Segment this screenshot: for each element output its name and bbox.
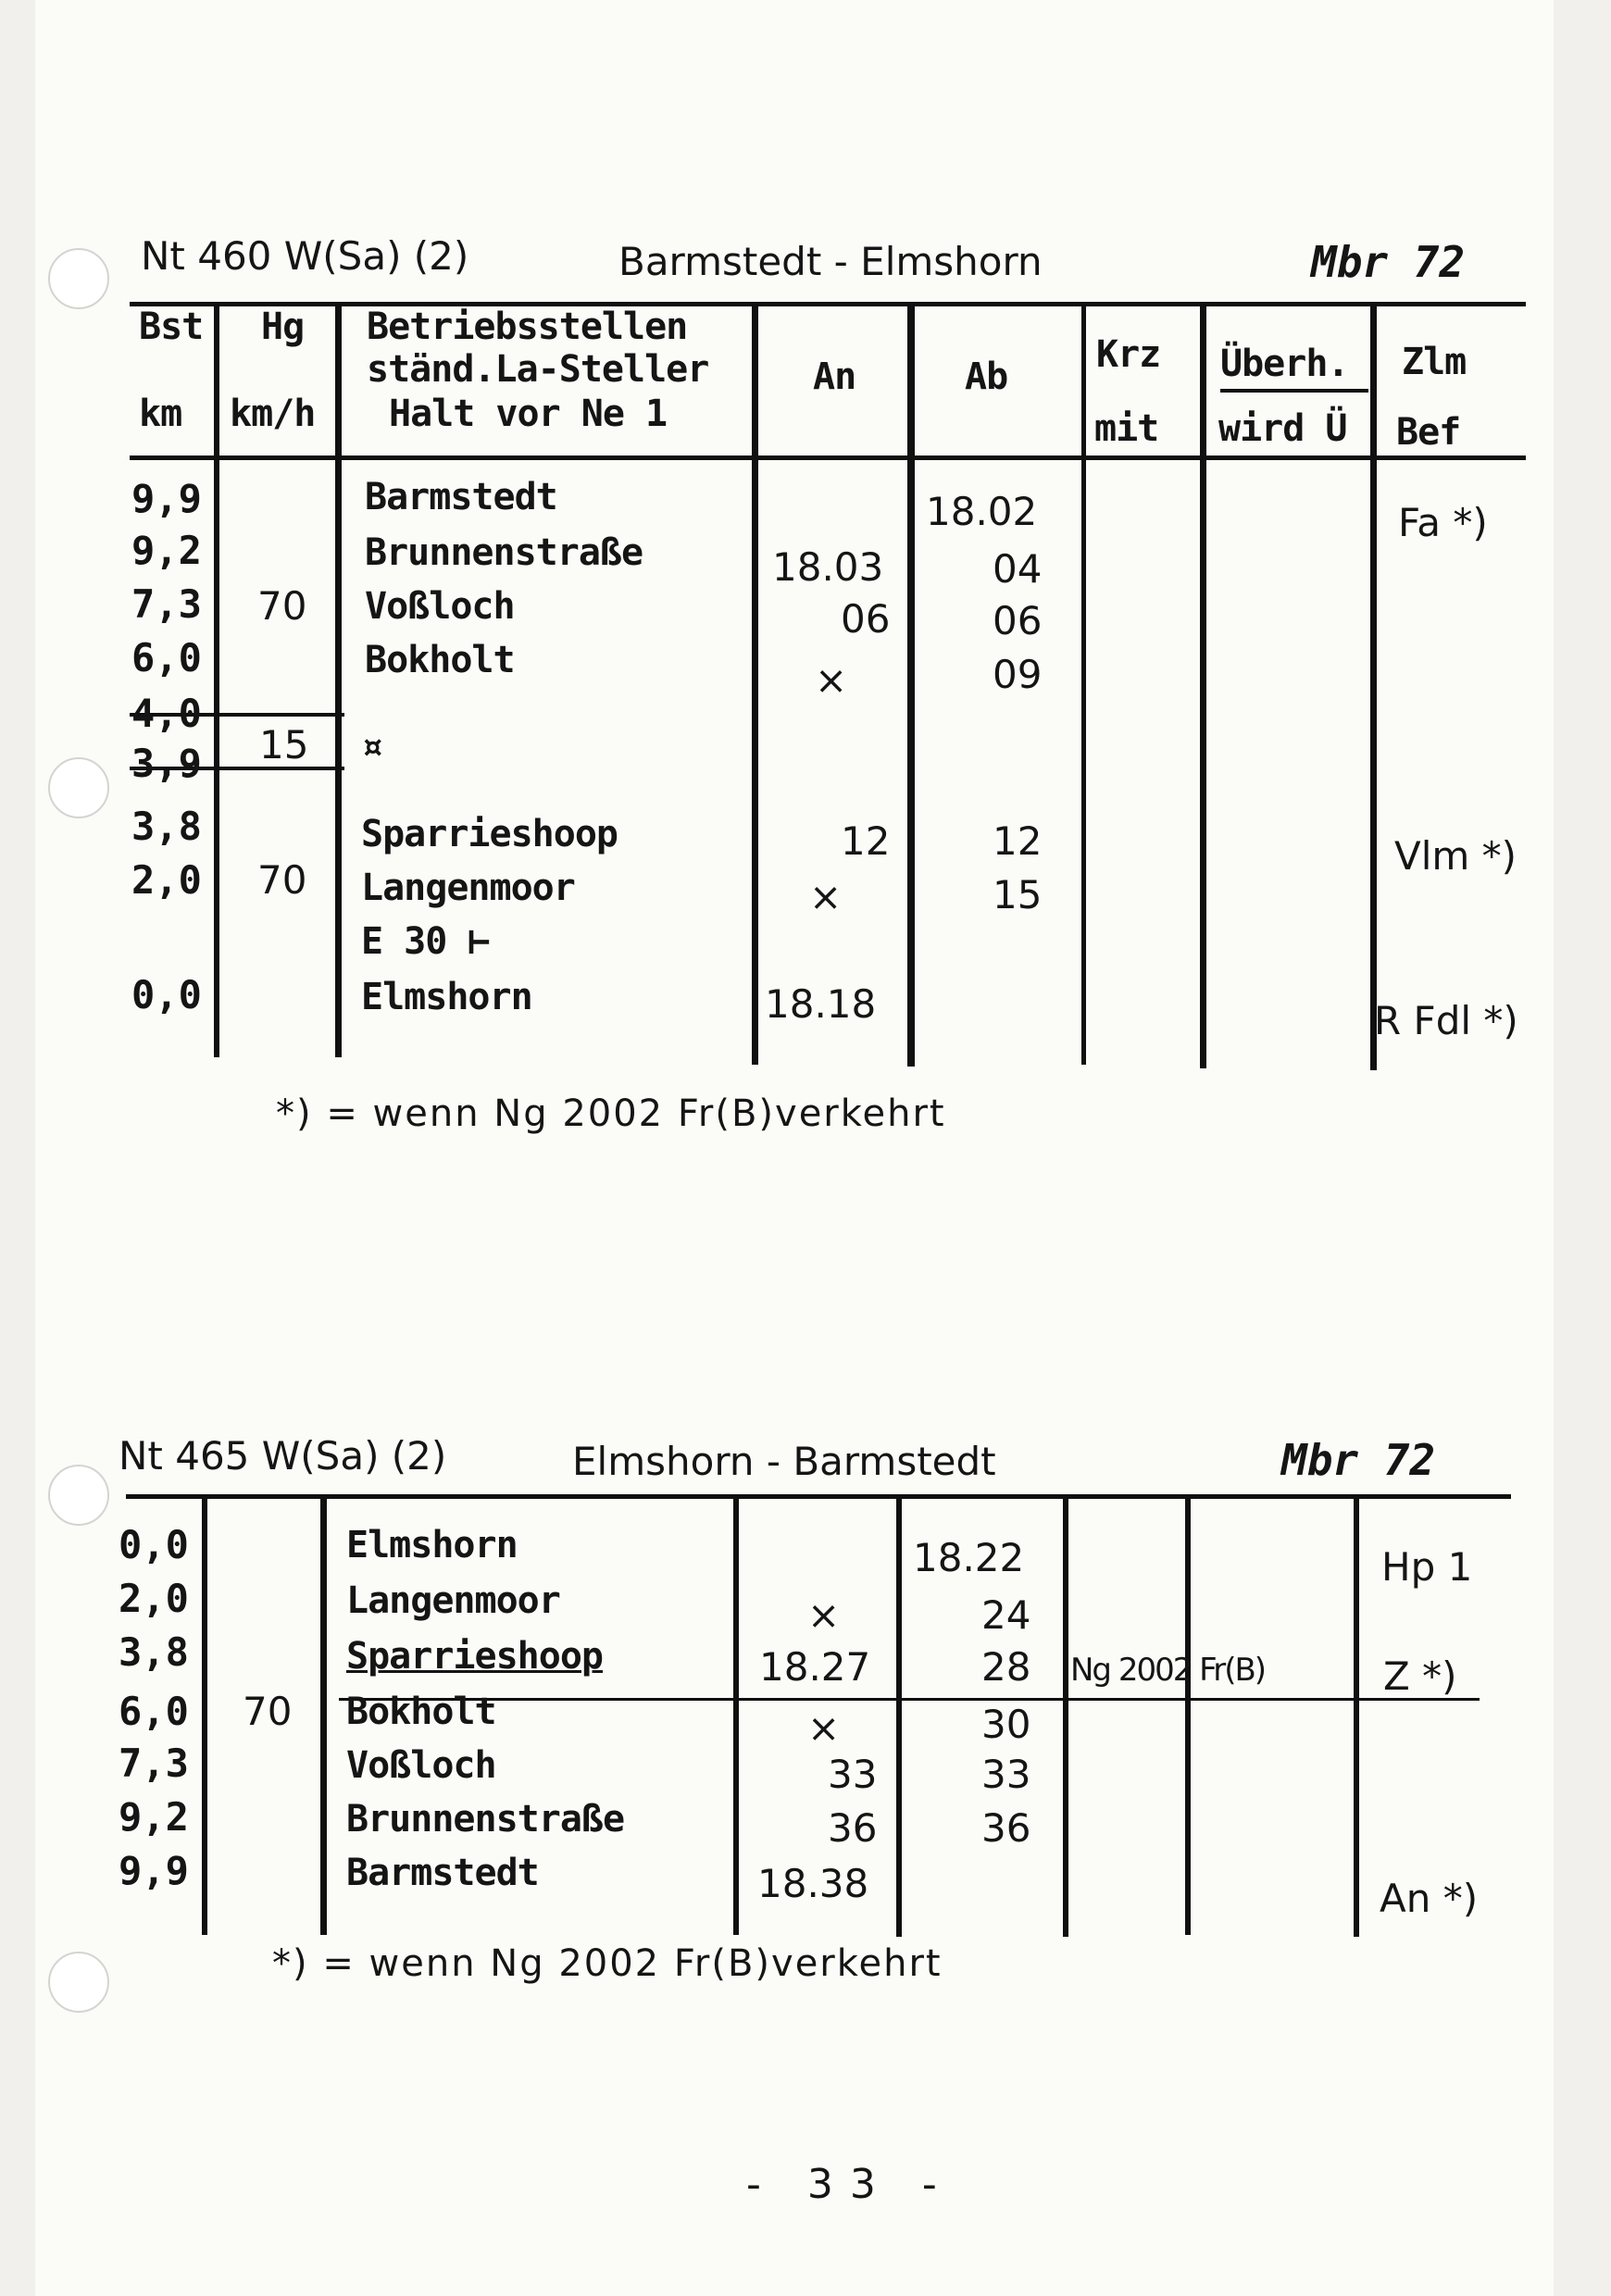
header-betrieb-3: Halt vor Ne 1 [389, 393, 668, 435]
km-value: 0,0 [119, 1522, 189, 1567]
zlm-note: Vlm *) [1394, 833, 1517, 879]
arrival-time: 18.38 [757, 1861, 869, 1906]
arrival-time: 33 [828, 1752, 878, 1797]
km-value: 3,9 [131, 741, 202, 786]
station-name: Elmshorn [346, 1524, 518, 1566]
train-number: Nt 460 W(Sa) (2) [141, 233, 469, 279]
departure-time: 24 [981, 1592, 1031, 1638]
signal-marker: E 30 ⊢ [361, 920, 490, 963]
arrival-time: 36 [828, 1805, 878, 1851]
column-rule [1063, 1494, 1068, 1937]
column-rule [1081, 302, 1086, 1065]
station-name: Elmshorn [361, 976, 532, 1018]
column-rule [752, 302, 758, 1065]
speed-value: 70 [257, 583, 307, 629]
zlm-note: An *) [1380, 1876, 1479, 1921]
route-title: Barmstedt - Elmshorn [618, 239, 1043, 284]
header-an: An [813, 356, 856, 398]
header-mit: mit [1094, 407, 1159, 450]
departure-time: 04 [993, 546, 1043, 592]
column-rule [1370, 302, 1377, 1070]
station-name: Langenmoor [361, 867, 575, 909]
header-betrieb-1: Betriebsstellen [367, 306, 688, 348]
header-zlm: Zlm [1402, 341, 1467, 383]
station-name: Bokholt [365, 639, 515, 681]
header-bef: Bef [1396, 411, 1461, 454]
station-name: Brunnenstraße [365, 531, 643, 574]
footnote: *) = wenn Ng 2002 Fr(B)verkehrt [272, 1942, 943, 1985]
header-wird: wird Ü [1218, 407, 1347, 450]
departure-time: 28 [981, 1644, 1031, 1690]
punch-hole [48, 1465, 109, 1526]
speed-value: 70 [243, 1689, 293, 1734]
arrival-time: 06 [841, 596, 891, 642]
punch-hole [48, 1952, 109, 2013]
departure-time: 30 [981, 1702, 1031, 1747]
station-name: Voßloch [365, 585, 515, 628]
route-title: Elmshorn - Barmstedt [572, 1439, 996, 1484]
column-rule [896, 1494, 902, 1937]
departure-time: 12 [993, 818, 1043, 864]
km-value: 9,2 [119, 1794, 189, 1840]
arrival-time: × [809, 874, 843, 919]
station-name: Brunnenstraße [346, 1798, 625, 1841]
arrival-time: 18.18 [765, 981, 877, 1027]
zlm-note: Z *) [1383, 1653, 1457, 1699]
column-rule [214, 302, 219, 1057]
departure-time: 36 [981, 1805, 1031, 1851]
arrival-time: 12 [841, 818, 891, 864]
km-value: 9,9 [119, 1848, 189, 1893]
train-number: Nt 465 W(Sa) (2) [119, 1433, 447, 1479]
km-value: 0,0 [131, 972, 202, 1017]
km-value: 3,8 [119, 1629, 189, 1675]
station-name: Sparrieshoop [346, 1635, 603, 1678]
speed-value: 15 [259, 722, 309, 767]
arrival-time: × [807, 1705, 841, 1751]
krz-note: Ng 2002 Fr(B) [1070, 1652, 1266, 1689]
row-divider [339, 1698, 1480, 1701]
punch-hole [48, 757, 109, 818]
km-value: 6,0 [119, 1689, 189, 1734]
km-value: 9,9 [131, 476, 202, 521]
header-hg: Hg [261, 306, 305, 348]
departure-time: 06 [993, 598, 1043, 643]
punch-hole [48, 248, 109, 309]
column-rule [335, 302, 342, 1057]
km-value: 3,8 [131, 804, 202, 849]
station-name: Bokholt [346, 1691, 496, 1733]
header-betrieb-2: ständ.La-Steller [367, 348, 709, 391]
footnote: *) = wenn Ng 2002 Fr(B)verkehrt [276, 1092, 946, 1135]
arrival-time: 18.27 [759, 1644, 871, 1690]
km-value: 2,0 [131, 857, 202, 903]
km-value: 6,0 [131, 635, 202, 680]
arrival-time: × [807, 1592, 841, 1638]
column-rule [733, 1494, 739, 1935]
zlm-note: Hp 1 [1381, 1544, 1473, 1590]
km-value: 2,0 [119, 1576, 189, 1621]
header-bst: Bst [139, 306, 204, 348]
arrival-time: 18.03 [772, 544, 884, 590]
km-value: 7,3 [131, 581, 202, 627]
station-name: Sparrieshoop [361, 813, 618, 855]
zlm-note: Fa *) [1398, 500, 1488, 545]
arrival-time: × [815, 657, 848, 703]
station-name: Langenmoor [346, 1579, 560, 1622]
mbr-label: Mbr 72 [1281, 1435, 1436, 1485]
header-km: km [139, 393, 182, 435]
departure-time: 15 [993, 872, 1043, 917]
header-ab: Ab [965, 356, 1008, 398]
station-name: Barmstedt [346, 1852, 539, 1894]
zlm-note: R Fdl *) [1374, 998, 1518, 1043]
departure-time: 18.22 [913, 1535, 1025, 1580]
column-rule [202, 1494, 207, 1935]
km-value: 9,2 [131, 528, 202, 573]
station-name: Barmstedt [365, 476, 557, 518]
header-uberh: Überh. [1220, 343, 1349, 385]
header-kmh: km/h [230, 393, 316, 435]
page-number: - 33 - [746, 2161, 954, 2208]
column-rule [907, 302, 915, 1067]
departure-time: 18.02 [926, 489, 1038, 534]
km-value: 7,3 [119, 1741, 189, 1786]
speed-value: 70 [257, 857, 307, 903]
top-rule [126, 1494, 1511, 1499]
header-krz: Krz [1096, 333, 1161, 376]
column-rule [1200, 302, 1206, 1068]
departure-time: 33 [981, 1752, 1031, 1797]
station-name: Voßloch [346, 1744, 496, 1787]
mbr-label: Mbr 72 [1311, 237, 1466, 287]
column-rule [1185, 1494, 1191, 1935]
departure-time: 09 [993, 652, 1043, 697]
column-rule [320, 1494, 327, 1935]
railway-crossing-icon: ¤ [361, 726, 383, 768]
uberh-rule [1220, 389, 1368, 393]
column-rule [1354, 1494, 1359, 1937]
km-value: 4,0 [131, 691, 202, 736]
